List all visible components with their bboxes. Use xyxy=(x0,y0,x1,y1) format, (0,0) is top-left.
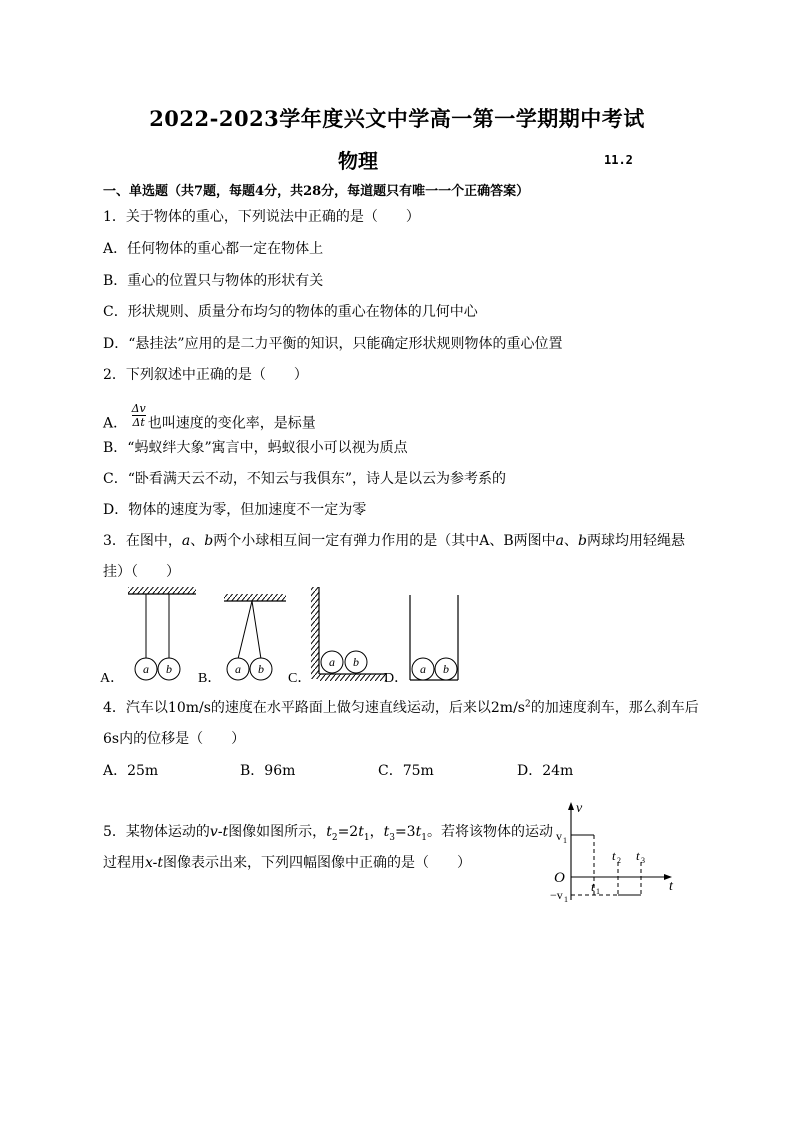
fig-label-b: B． xyxy=(198,671,222,685)
q4-stem: 4．汽车以10m/s的速度在水平路面上做匀速直线运动，后来以$2m/s^2$的加速度刹车，那么刹车后 xyxy=(103,699,699,716)
q1-option-a: A．任何物体的重心都一定在物体上 xyxy=(103,241,324,257)
svg-text:a: a xyxy=(235,662,241,676)
fraction-dv-dt: $\frac{\Delta v}{\Delta t}$ xyxy=(131,402,146,429)
svg-text:−v: −v xyxy=(550,888,563,902)
svg-text:t: t xyxy=(591,879,595,894)
svg-text:v: v xyxy=(576,801,583,816)
svg-text:1: 1 xyxy=(563,836,567,845)
svg-text:t: t xyxy=(612,848,616,863)
q3-stem-line2: 挂）（ ） xyxy=(103,564,180,580)
section-heading: 一、单选题（共7题，每题4分，共28分，每道题只有唯一一个正确答案） xyxy=(103,184,530,199)
svg-text:t: t xyxy=(636,848,640,863)
svg-text:a: a xyxy=(143,662,149,676)
v-axis-arrow xyxy=(568,802,574,810)
exam-title: 2022-2023学年度兴文中学高一第一学期期中考试 xyxy=(149,106,645,131)
figure-b xyxy=(224,594,286,680)
svg-text:t: t xyxy=(669,879,673,894)
exam-date: 11.2 xyxy=(604,153,633,167)
q2-stem: 2．下列叙述中正确的是（ ） xyxy=(103,367,308,383)
svg-text:a: a xyxy=(420,662,426,676)
q5-stem: 5．某物体运动的v-t图像如图所示，$t_2=2t_1$，$t_3=3t_1$。若将该物体的运动 xyxy=(103,824,553,843)
svg-text:v: v xyxy=(556,829,562,843)
q5-stem-line2: 过程用x-t图像表示出来，下列四幅图像中正确的是（ ） xyxy=(103,855,472,871)
svg-text:1: 1 xyxy=(596,887,600,896)
q1-option-d: D．“悬挂法”应用的是二力平衡的知识，只能确定形状规则物体的重心位置 xyxy=(103,336,563,352)
q3-diagram xyxy=(100,585,480,685)
svg-text:2: 2 xyxy=(617,856,621,865)
q4-option-a: A．25m xyxy=(103,763,159,779)
q3-stem: 3．在图中，a、b两个小球相互间一定有弹力作用的是（其中A、B两图中a、b两球均用轻绳悬 xyxy=(103,533,685,549)
svg-text:a: a xyxy=(329,655,335,669)
svg-text:3: 3 xyxy=(641,856,645,865)
q1-stem: 1．关于物体的重心，下列说法中正确的是（ ） xyxy=(103,209,420,225)
fig-label-a: A． xyxy=(100,671,125,685)
q1-option-b: B．重心的位置只与物体的形状有关 xyxy=(103,273,324,289)
figure-a xyxy=(128,587,196,680)
q5-vt-graph xyxy=(548,800,678,904)
subject-title: 物理 xyxy=(338,149,378,173)
q3-figures xyxy=(100,585,480,685)
q4-option-d: D．24m xyxy=(517,763,574,779)
q2-option-b: B．“蚂蚁绊大象”寓言中，蚂蚁很小可以视为质点 xyxy=(103,440,408,456)
svg-text:O: O xyxy=(554,870,565,886)
q2-option-d: D．物体的速度为零，但加速度不一定为零 xyxy=(103,502,367,518)
svg-text:b: b xyxy=(258,662,264,676)
svg-text:b: b xyxy=(166,662,172,676)
figure-c xyxy=(311,587,386,681)
q2-option-c: C．“卧看满天云不动，不知云与我俱东”，诗人是以云为参考系的 xyxy=(103,471,507,487)
figure-d xyxy=(410,595,458,680)
fig-label-d: D． xyxy=(384,671,409,685)
q4-stem-line2: 6s内的位移是（ ） xyxy=(103,731,246,747)
q1-option-c: C．形状规则、质量分布均匀的物体的重心在物体的几何中心 xyxy=(103,304,478,320)
svg-text:b: b xyxy=(353,655,359,669)
vt-graph-svg xyxy=(548,800,678,904)
svg-text:b: b xyxy=(443,662,449,676)
fig-label-c: C． xyxy=(288,671,312,685)
q4-option-c: C．75m xyxy=(378,763,434,779)
q4-option-b: B．96m xyxy=(240,763,296,779)
svg-text:1: 1 xyxy=(564,895,568,904)
q2-option-a: A． $\frac{\Delta v}{\Delta t}$ 也叫速度的变化率，是标量 xyxy=(103,402,316,432)
